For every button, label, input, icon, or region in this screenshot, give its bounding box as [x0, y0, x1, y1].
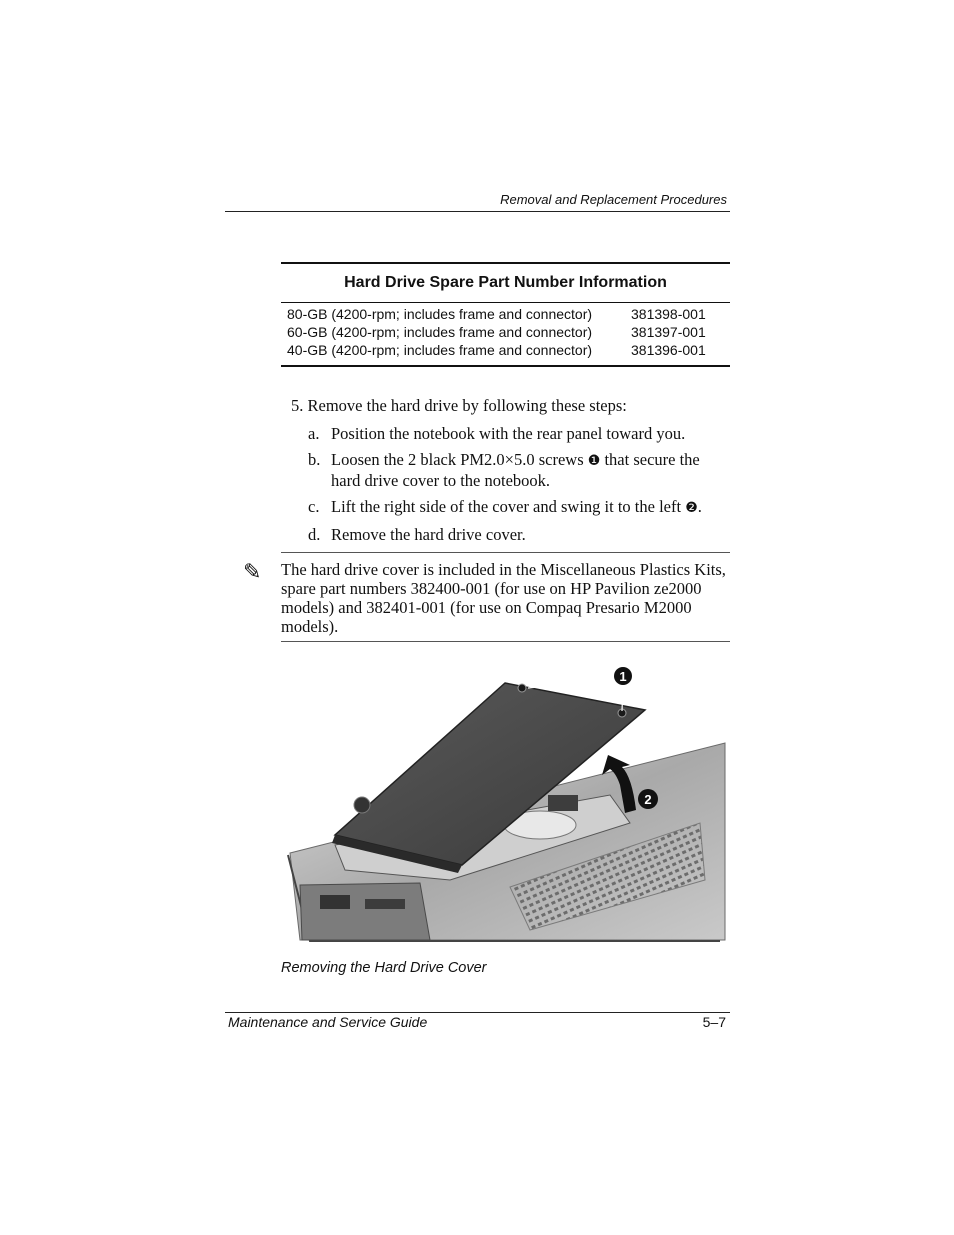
page-number: 5–7 — [702, 1014, 726, 1030]
bay-tab — [548, 795, 578, 811]
part-number: 381396-001 — [631, 342, 706, 358]
step-5: 5. Remove the hard drive by following these steps: — [291, 396, 627, 415]
table-row — [281, 305, 730, 323]
substep-b — [291, 450, 731, 490]
callout-1-label: 1 — [619, 669, 627, 684]
substep-d — [291, 525, 731, 544]
substep-text-after: . — [697, 497, 702, 516]
note-bottom-rule — [281, 641, 730, 642]
substep-c — [291, 497, 731, 518]
port — [320, 895, 350, 909]
substep-text — [331, 450, 731, 490]
cover-latch — [354, 797, 370, 813]
part-description: 40-GB (4200-rpm; includes frame and connector) — [287, 342, 593, 358]
procedure-steps — [291, 396, 731, 551]
callout-2-label: 2 — [644, 792, 652, 807]
callout-1-leader — [528, 679, 614, 688]
spare-part-table — [281, 262, 730, 367]
substep-letter: d. — [308, 525, 321, 544]
table-row — [281, 323, 730, 341]
substep-text: Remove the hard drive cover. — [331, 525, 526, 544]
notebook-rear-panel — [300, 883, 430, 940]
substep-letter: a. — [308, 424, 320, 443]
hard-drive-illustration — [280, 655, 730, 947]
part-description: 60-GB (4200-rpm; includes frame and connector) — [287, 324, 593, 340]
part-description: 80-GB (4200-rpm; includes frame and connector) — [287, 306, 593, 322]
substep-text-before: Lift the right side of the cover and swing it to the left — [331, 497, 686, 516]
running-header: Removal and Replacement Procedures — [500, 192, 727, 207]
header-rule — [225, 211, 730, 212]
table-row — [281, 341, 730, 359]
footer-guide-title: Maintenance and Service Guide — [228, 1014, 428, 1030]
part-number: 381398-001 — [631, 306, 706, 322]
substep-text: Position the notebook with the rear panel toward you. — [331, 424, 686, 443]
pencil-note-icon: ✎ — [243, 560, 262, 585]
part-number: 381397-001 — [631, 324, 706, 340]
figure-caption: Removing the Hard Drive Cover — [281, 960, 487, 976]
substep-text-after: that secure the hard drive cover to the notebook. — [331, 450, 700, 490]
callout-1-icon: ❶ — [587, 453, 601, 469]
port — [365, 899, 405, 909]
table-bottom-rule — [281, 365, 730, 367]
note-top-rule — [281, 552, 730, 553]
substep-text-before: Loosen the 2 black PM2.0×5.0 screws — [331, 450, 588, 469]
footer-rule — [225, 1012, 730, 1013]
hard-drive-cover-figure — [280, 655, 730, 947]
substep-text — [331, 497, 731, 518]
note-text: The hard drive cover is included in the Miscellaneous Plastics Kits, spare part numbers 382400-001 (for use on HP Pavilion ze2000 models) and 382401-001 (for use on Compaq Presario M2000 models). — [281, 560, 726, 636]
substep-letter: c. — [308, 497, 320, 516]
table-title: Hard Drive Spare Part Number Information — [344, 274, 667, 291]
substep-a — [291, 424, 731, 443]
callout-2-icon: ❷ — [685, 500, 698, 516]
substep-letter: b. — [308, 450, 321, 469]
screw — [518, 684, 526, 692]
